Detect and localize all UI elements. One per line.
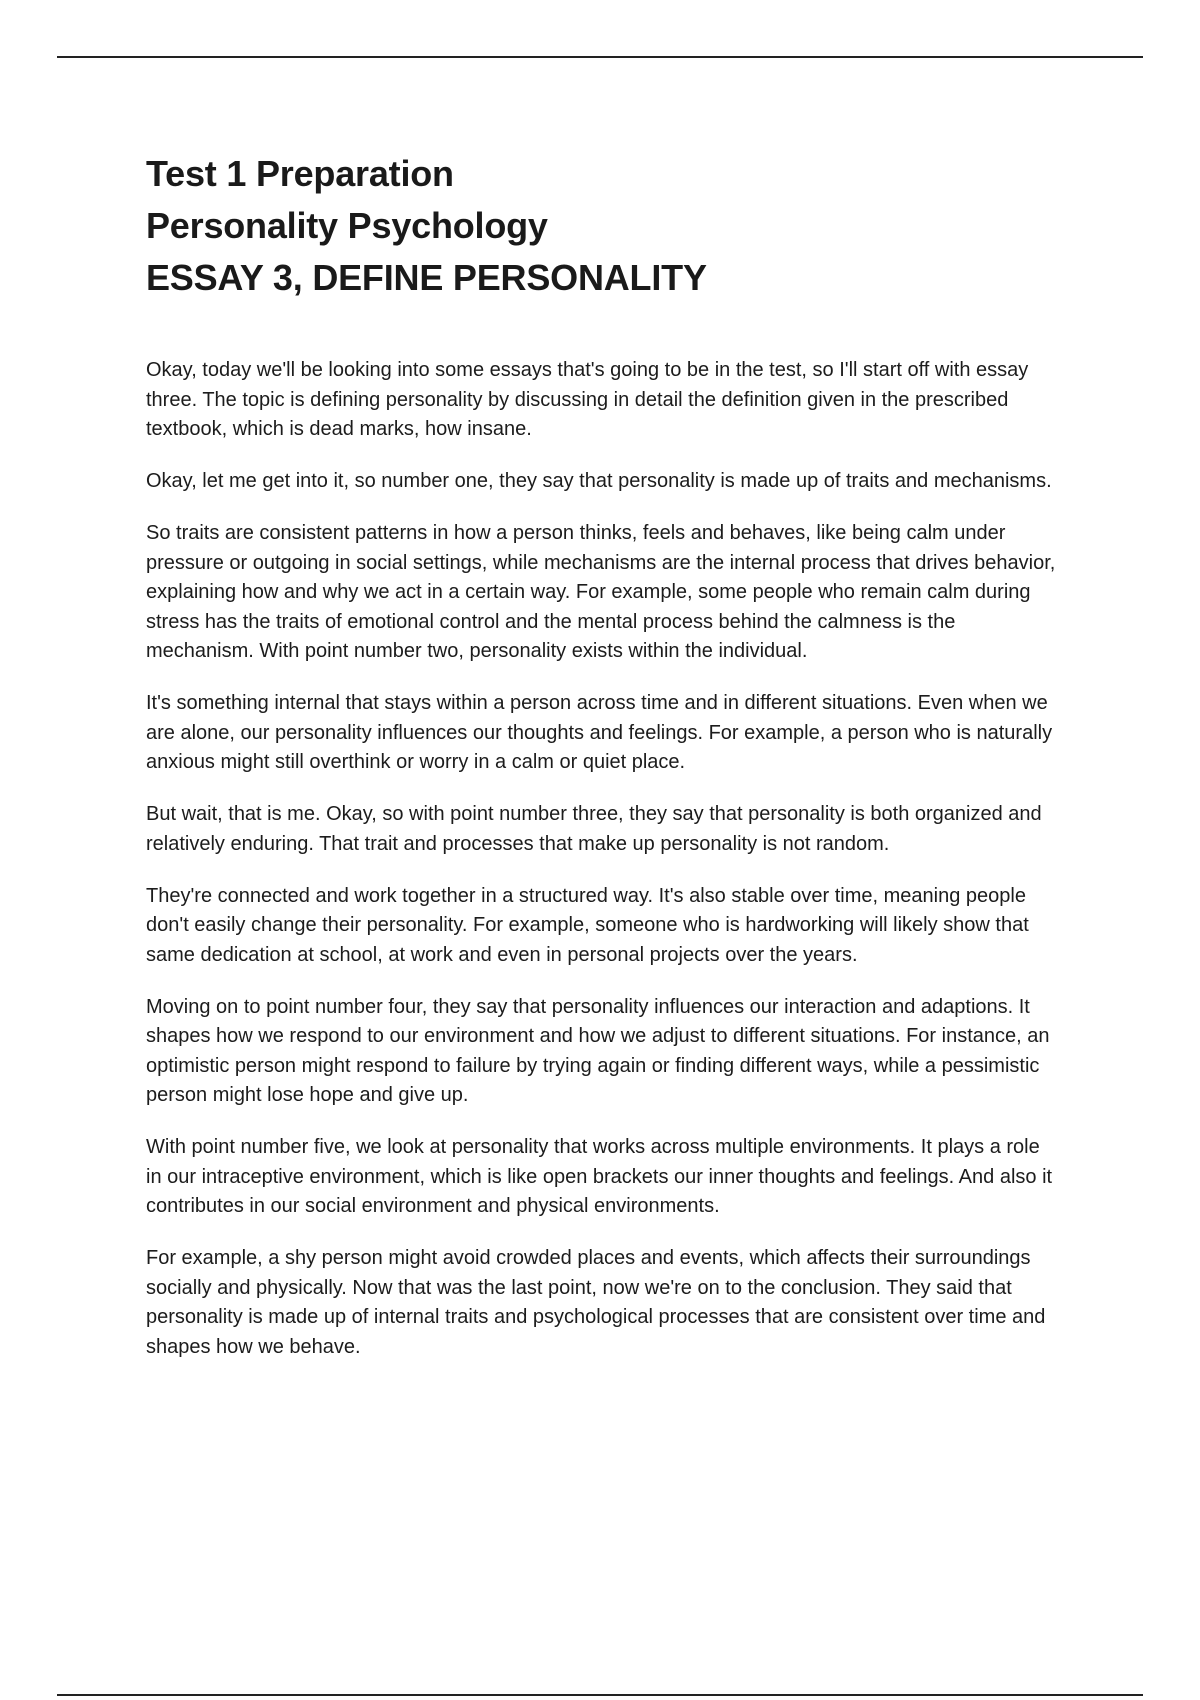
document-body bbox=[146, 148, 1056, 1385]
paragraph-point-three: But wait, that is me. Okay, so with point number three, they say that personality is both organized and relatively enduring. That trait and processes that make up personality is not random. bbox=[146, 803, 1042, 855]
paragraph-conclusion: For example, a shy person might avoid crowded places and events, which affects their surroundings socially and physically. Now that was the last point, now we're on to the conclusion. They said that personality is made up of internal traits and psychological processes that are consistent over time and shapes how we behave. bbox=[146, 1247, 1046, 1358]
paragraph-traits-mechanisms: So traits are consistent patterns in how a person thinks, feels and behaves, like being calm under pressure or outgoing in social settings, while mechanisms are the internal process that drives behavior, explaining how and why we act in a certain way. For example, some people who remain calm during stress has the traits of emotional control and the mental process behind the calmness is the mechanism. With point number two, personality exists within the individual. bbox=[146, 522, 1056, 662]
paragraph-point-five: With point number five, we look at personality that works across multiple environments. It plays a role in our intraceptive environment, which is like open brackets our inner thoughts and feelings. And also it contributes in our social environment and physical environments. bbox=[146, 1136, 1053, 1217]
title-line-essay: ESSAY 3, DEFINE PERSONALITY bbox=[146, 257, 707, 298]
paragraph-point-one: Okay, let me get into it, so number one, they say that personality is made up of traits and mechanisms. bbox=[146, 470, 1052, 492]
title-line-subject: Personality Psychology bbox=[146, 205, 548, 246]
paragraph-point-four: Moving on to point number four, they say that personality influences our interaction and adaptions. It shapes how we respond to our environment and how we adjust to different situations. For instance, an optimistic person might respond to failure by trying again or finding different ways, while a pessimistic person might lose hope and give up. bbox=[146, 995, 1050, 1106]
title-line-test: Test 1 Preparation bbox=[146, 153, 454, 194]
paragraph-point-two: It's something internal that stays within a person across time and in different situations. Even when we are alone, our personality influences our thoughts and feelings. For example, a person who is naturally anxious might still overthink or worry in a calm or quiet place. bbox=[146, 692, 1053, 773]
header-rule bbox=[57, 56, 1143, 58]
paragraph-intro: Okay, today we'll be looking into some essays that's going to be in the test, so I'll start off with essay three. The topic is defining personality by discussing in detail the definition given in the prescribed textbook, which is dead marks, how insane. bbox=[146, 359, 1029, 440]
footer-rule bbox=[57, 1694, 1143, 1696]
document-title bbox=[146, 148, 1056, 304]
paragraph-stability: They're connected and work together in a structured way. It's also stable over time, meaning people don't easily change their personality. For example, someone who is hardworking will likely show that same dedication at school, at work and even in personal projects over the years. bbox=[146, 884, 1029, 966]
